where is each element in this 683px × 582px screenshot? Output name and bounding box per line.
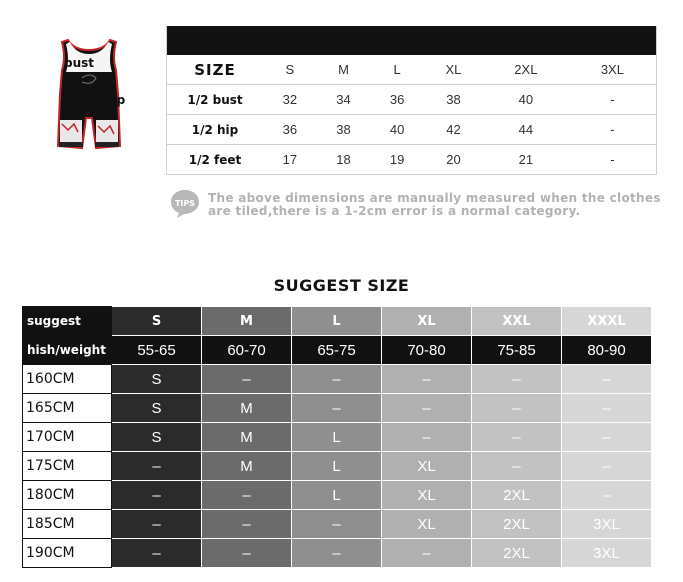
suggest-corner-label: suggest: [23, 307, 112, 336]
size-col-2xl: 2XL: [483, 55, 569, 85]
cell: 21: [483, 145, 569, 175]
suggest-cell: –: [292, 365, 382, 394]
suggest-cell: –: [202, 510, 292, 539]
suggest-row: [23, 481, 652, 510]
cell: 42: [424, 115, 483, 145]
cell: 38: [317, 115, 371, 145]
suggest-cell: –: [112, 510, 202, 539]
suggest-cell: 3XL: [562, 510, 652, 539]
suggest-cell: XL: [382, 510, 472, 539]
size-col-3xl: 3XL: [569, 55, 657, 85]
cell: 19: [370, 145, 424, 175]
cell: 32: [263, 85, 317, 115]
suggest-title: SUGGEST SIZE: [273, 276, 410, 295]
suggest-cell: –: [292, 539, 382, 568]
cell: 44: [483, 115, 569, 145]
height-label: 165CM: [23, 394, 112, 423]
size-row-feet: [167, 145, 657, 175]
suggest-col-xxxl: XXXL: [562, 307, 652, 336]
suggest-cell: –: [292, 394, 382, 423]
suggest-table: [22, 306, 652, 568]
suggest-col-s: S: [112, 307, 202, 336]
tips-icon-label: TIPS: [174, 199, 196, 208]
cell: 38: [424, 85, 483, 115]
suggest-cell: 3XL: [562, 539, 652, 568]
size-row-bust: [167, 85, 657, 115]
suggest-cell: M: [202, 394, 292, 423]
suggest-col-l: L: [292, 307, 382, 336]
weight-range: 70-80: [382, 336, 472, 365]
suggest-header-row: [23, 307, 652, 336]
suggest-cell: 2XL: [472, 481, 562, 510]
suggest-cell: –: [382, 539, 472, 568]
cell: 18: [317, 145, 371, 175]
suggest-cell: XL: [382, 481, 472, 510]
cell: -: [569, 145, 657, 175]
suggest-cell: S: [112, 423, 202, 452]
suggest-cell: S: [112, 365, 202, 394]
suggest-cell: M: [202, 452, 292, 481]
suggest-row: [23, 452, 652, 481]
suggest-cell: XL: [382, 452, 472, 481]
cell: 36: [370, 85, 424, 115]
suggest-cell: –: [382, 365, 472, 394]
size-col-m: M: [317, 55, 371, 85]
tips-line-1: The above dimensions are manually measured when the clothes: [208, 191, 661, 205]
suggest-row: [23, 539, 652, 568]
row-label: 1/2 feet: [167, 145, 264, 175]
suggest-cell: –: [472, 365, 562, 394]
cell: 36: [263, 115, 317, 145]
height-label: 160CM: [23, 365, 112, 394]
suggest-row: [23, 365, 652, 394]
suggest-cell: –: [292, 510, 382, 539]
suggest-cell: S: [112, 394, 202, 423]
suggest-cell: –: [472, 423, 562, 452]
suggest-cell: –: [112, 452, 202, 481]
height-label: 185CM: [23, 510, 112, 539]
suggest-weight-row: [23, 336, 652, 365]
suggest-cell: –: [562, 394, 652, 423]
suggest-cell: –: [202, 365, 292, 394]
cell: -: [569, 85, 657, 115]
suggest-cell: L: [292, 452, 382, 481]
weight-range: 80-90: [562, 336, 652, 365]
tips-line-2: are tiled,there is a 1-2cm error is a normal category.: [208, 204, 581, 218]
size-col-l: L: [370, 55, 424, 85]
weight-range: 75-85: [472, 336, 562, 365]
suggest-row: [23, 423, 652, 452]
cell: 40: [370, 115, 424, 145]
height-label: 170CM: [23, 423, 112, 452]
cell: 17: [263, 145, 317, 175]
tips-icon: [169, 189, 201, 219]
suggest-cell: –: [562, 481, 652, 510]
weight-range: 65-75: [292, 336, 382, 365]
size-table: [166, 26, 657, 175]
size-col-s: S: [263, 55, 317, 85]
weight-range: 60-70: [202, 336, 292, 365]
suggest-cell: –: [472, 452, 562, 481]
size-header-label: SIZE: [167, 55, 264, 85]
suggest-cell: L: [292, 481, 382, 510]
cell: -: [569, 115, 657, 145]
suggest-cell: –: [112, 481, 202, 510]
suggest-cell: –: [562, 423, 652, 452]
cell: 34: [317, 85, 371, 115]
suggest-cell: 2XL: [472, 510, 562, 539]
suggest-cell: –: [382, 423, 472, 452]
height-label: 175CM: [23, 452, 112, 481]
suggest-cell: –: [202, 539, 292, 568]
tips-text: [208, 192, 678, 218]
suggest-cell: M: [202, 423, 292, 452]
size-table-header: [167, 55, 657, 85]
suggest-cell: –: [562, 452, 652, 481]
suggest-cell: 2XL: [472, 539, 562, 568]
size-row-hip: [167, 115, 657, 145]
suggest-row: [23, 510, 652, 539]
cell: 20: [424, 145, 483, 175]
height-label: 190CM: [23, 539, 112, 568]
row-label: 1/2 bust: [167, 85, 264, 115]
suggest-col-m: M: [202, 307, 292, 336]
bust-label: bust: [64, 56, 95, 70]
hw-label: hish/weight: [23, 336, 112, 365]
cell: 40: [483, 85, 569, 115]
row-label: 1/2 hip: [167, 115, 264, 145]
hip-label: hip: [104, 93, 126, 107]
suggest-col-xxl: XXL: [472, 307, 562, 336]
suggest-row: [23, 394, 652, 423]
suggest-cell: –: [562, 365, 652, 394]
size-table-top-bar: [167, 26, 657, 55]
suggest-cell: –: [112, 539, 202, 568]
suggest-cell: –: [382, 394, 472, 423]
suggest-cell: –: [202, 481, 292, 510]
suggest-cell: –: [472, 394, 562, 423]
suggest-cell: L: [292, 423, 382, 452]
size-col-xl: XL: [424, 55, 483, 85]
suggest-col-xl: XL: [382, 307, 472, 336]
height-label: 180CM: [23, 481, 112, 510]
weight-range: 55-65: [112, 336, 202, 365]
